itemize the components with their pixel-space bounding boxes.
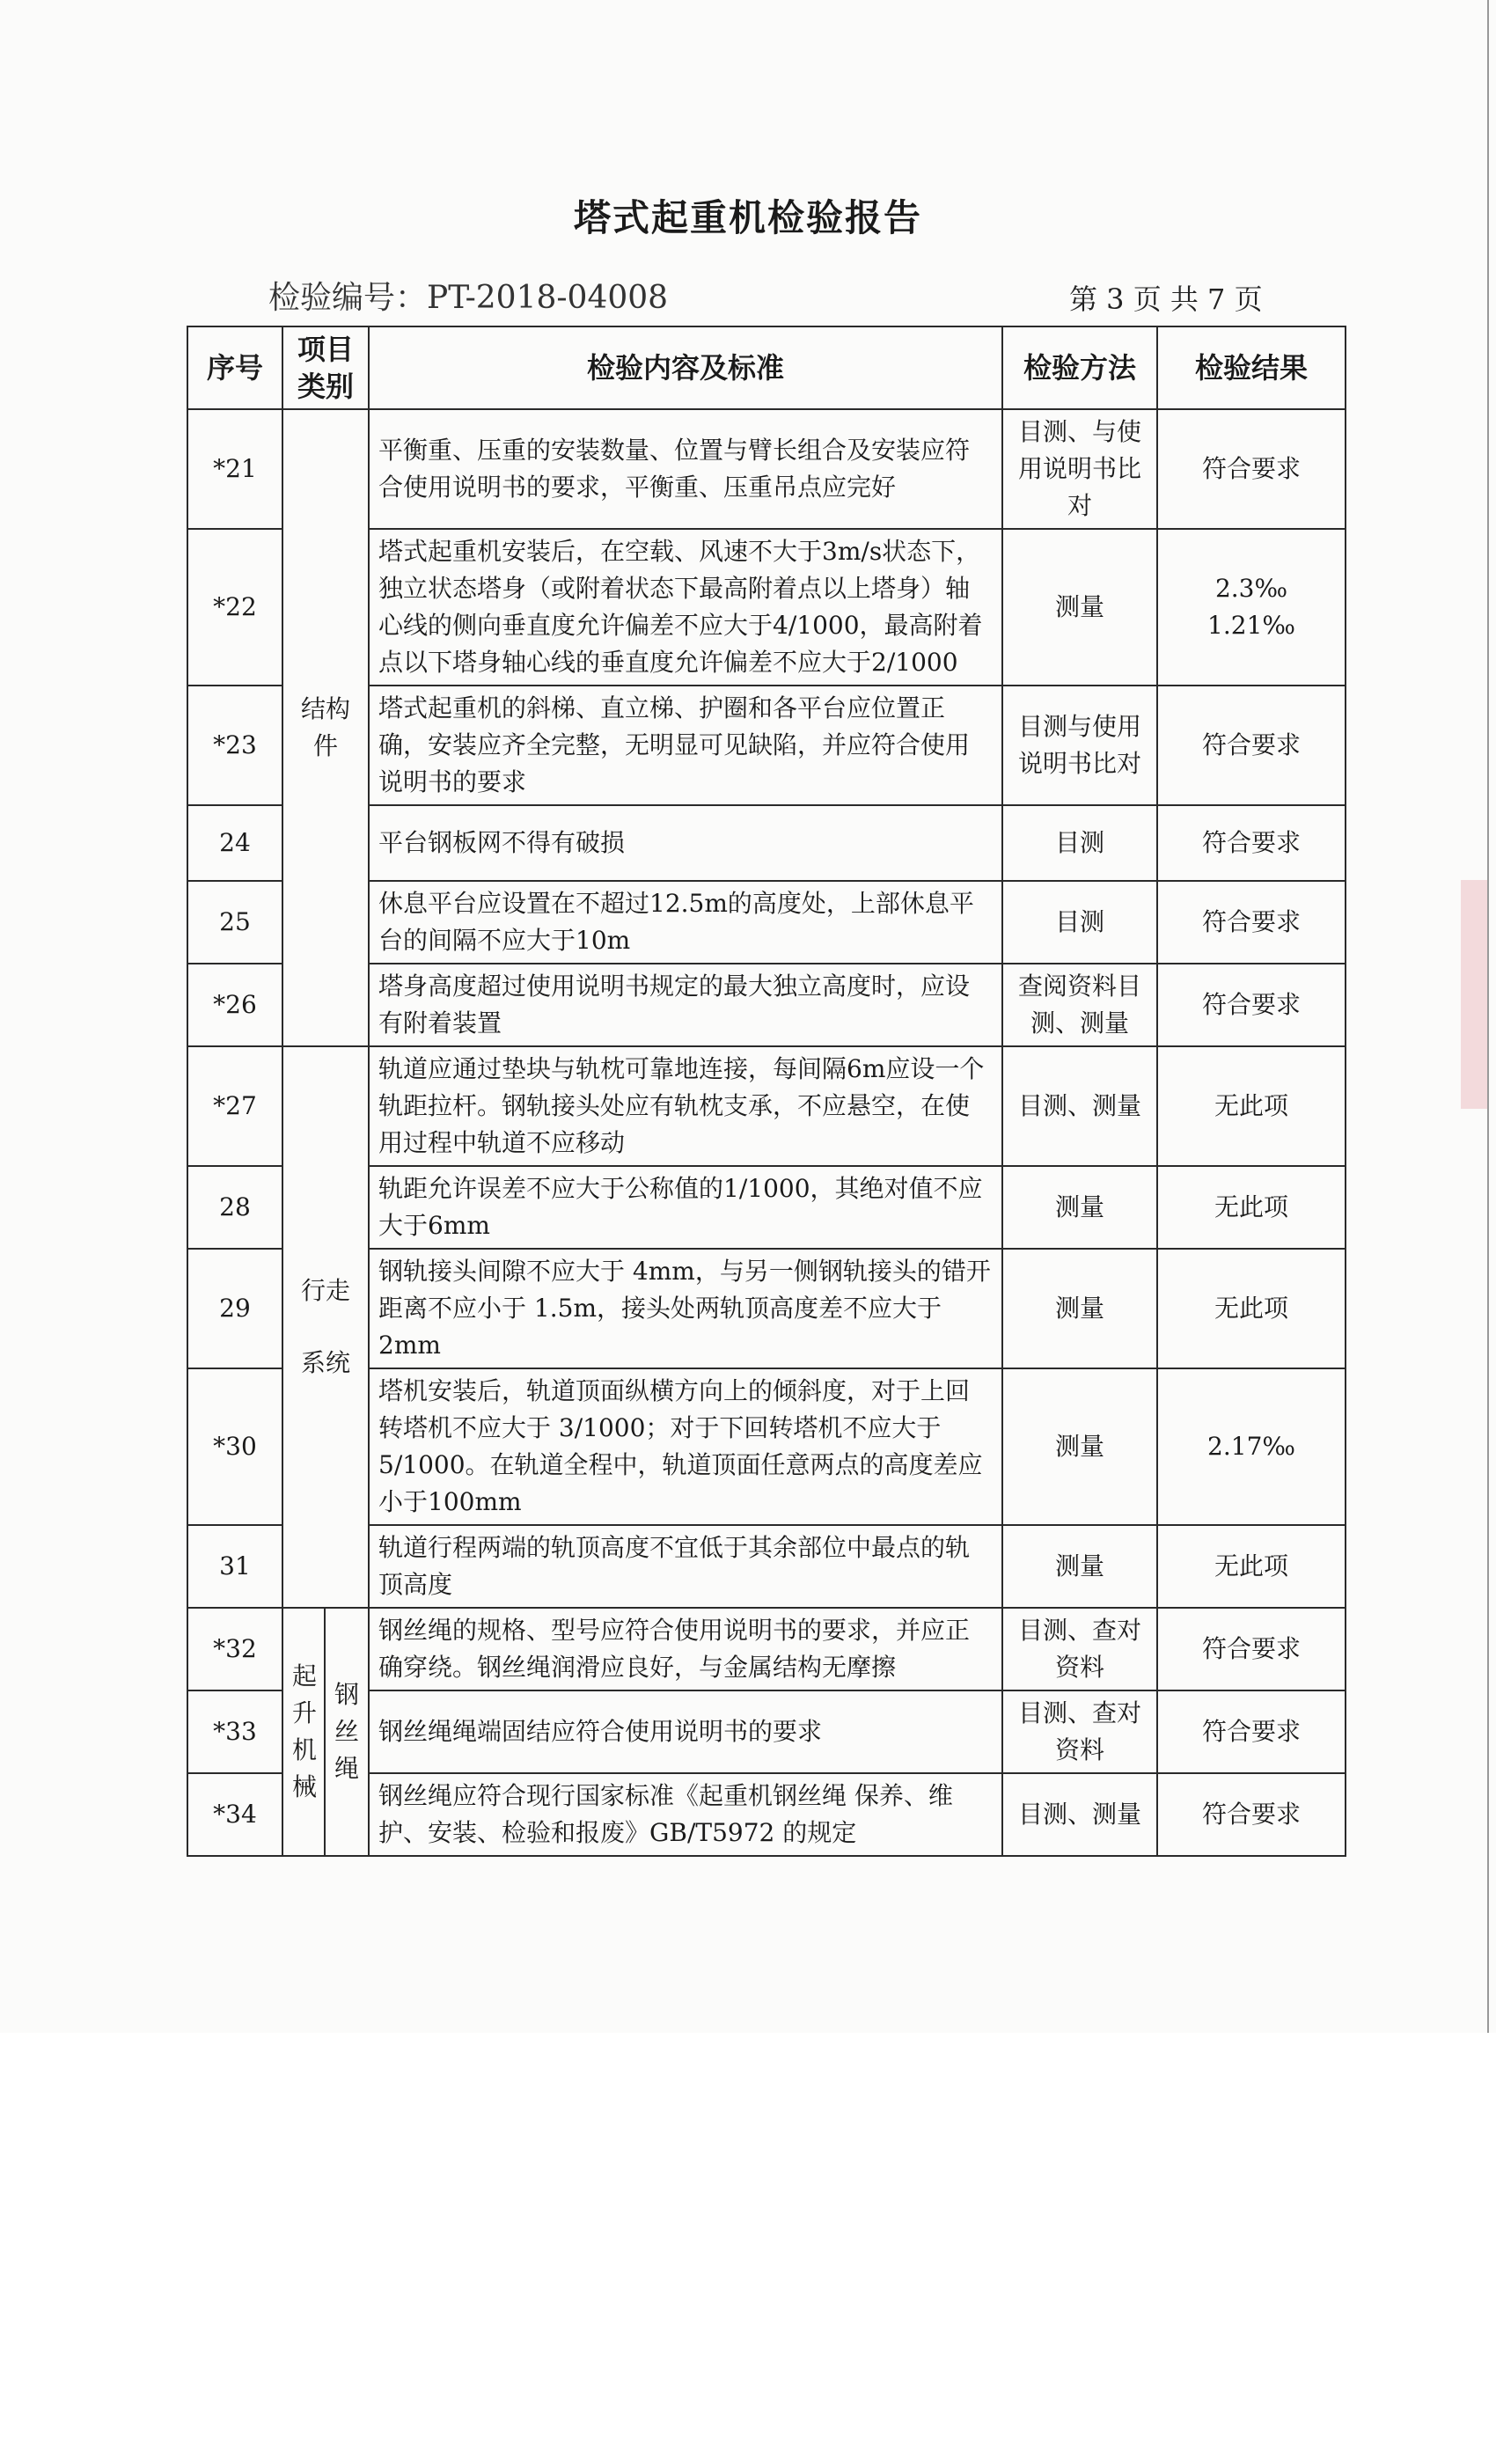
row-result [1157, 529, 1346, 686]
row-no: 28 [187, 1166, 282, 1249]
group-travel-line1: 行走 [301, 1276, 351, 1305]
row-content: 塔式起重机的斜梯、直立梯、护圈和各平台应位置正确，安装应齐全完整，无明显可见缺陷，并应符合使用说明书的要求 [369, 686, 1002, 805]
row-no: 29 [187, 1249, 282, 1368]
header-content: 检验内容及标准 [369, 326, 1002, 409]
row-no: 25 [187, 881, 282, 964]
row-result: 符合要求 [1157, 1608, 1346, 1690]
header-result: 检验结果 [1157, 326, 1346, 409]
row-result: 无此项 [1157, 1249, 1346, 1368]
row-method: 目测、测量 [1002, 1773, 1157, 1856]
row-content: 塔式起重机安装后，在空载、风速不大于3m/s状态下，独立状态塔身（或附着状态下最高附着点以上塔身）轴心线的侧向垂直度允许偏差不应大于4/1000，最高附着点以下塔身轴心线的垂直度允许偏差不应大于2/1000 [369, 529, 1002, 686]
row-result: 无此项 [1157, 1166, 1346, 1249]
row-content: 轨距允许误差不应大于公称值的1/1000，其绝对值不应大于6mm [369, 1166, 1002, 1249]
page-edge [1487, 0, 1489, 2033]
row-method: 测量 [1002, 1249, 1157, 1368]
row-method: 查阅资料目测、测量 [1002, 964, 1157, 1046]
row-method: 目测、查对资料 [1002, 1690, 1157, 1773]
result-value-1: 2.3‰ [1214, 574, 1288, 603]
row-result: 符合要求 [1157, 409, 1346, 529]
row-no: *27 [187, 1046, 282, 1166]
group-hoist-text: 起升机械 [292, 1661, 318, 1801]
row-content: 休息平台应设置在不超过12.5m的高度处，上部休息平台的间隔不应大于10m [369, 881, 1002, 964]
row-content: 平台钢板网不得有破损 [369, 805, 1002, 881]
row-content: 平衡重、压重的安装数量、位置与臂长组合及安装应符合使用说明书的要求，平衡重、压重吊点应完好 [369, 409, 1002, 529]
row-method: 目测、与使用说明书比对 [1002, 409, 1157, 529]
group-wire-rope [325, 1608, 369, 1856]
row-no: *33 [187, 1690, 282, 1773]
row-method: 目测、测量 [1002, 1046, 1157, 1166]
header-method: 检验方法 [1002, 326, 1157, 409]
row-method: 测量 [1002, 1525, 1157, 1608]
table-header-row [187, 326, 1346, 409]
report-title: 塔式起重机检验报告 [573, 196, 922, 239]
row-content: 轨道应通过垫块与轨枕可靠地连接，每间隔6m应设一个轨距拉杆。钢轨接头处应有轨枕支承，不应悬空，在使用过程中轨道不应移动 [369, 1046, 1002, 1166]
page-info: 第 3 页 共 7 页 [1069, 282, 1263, 316]
row-content: 轨道行程两端的轨顶高度不宜低于其余部位中最点的轨顶高度 [369, 1525, 1002, 1608]
row-result: 符合要求 [1157, 1773, 1346, 1856]
row-no: *30 [187, 1368, 282, 1525]
row-no: *26 [187, 964, 282, 1046]
row-result: 符合要求 [1157, 805, 1346, 881]
report-number: 检验编号：PT-2018-04008 [268, 280, 669, 316]
row-method: 测量 [1002, 1368, 1157, 1525]
row-result: 符合要求 [1157, 964, 1346, 1046]
result-value-2: 1.21‰ [1207, 611, 1295, 640]
stamp-mark [1461, 880, 1487, 1109]
row-method: 测量 [1002, 529, 1157, 686]
row-method: 目测与使用说明书比对 [1002, 686, 1157, 805]
row-result: 无此项 [1157, 1046, 1346, 1166]
group-structural: 结构件 [282, 409, 369, 1046]
inspection-table [187, 326, 1346, 1857]
row-result: 符合要求 [1157, 1690, 1346, 1773]
row-method: 目测、查对资料 [1002, 1608, 1157, 1690]
row-no: *32 [187, 1608, 282, 1690]
row-method: 目测 [1002, 805, 1157, 881]
row-no: *23 [187, 686, 282, 805]
group-hoist-mechanism [282, 1608, 325, 1856]
row-result: 符合要求 [1157, 686, 1346, 805]
row-method: 目测 [1002, 881, 1157, 964]
header-category: 项目类别 [282, 326, 369, 409]
row-content: 钢丝绳应符合现行国家标准《起重机钢丝绳 保养、维护、安装、检验和报废》GB/T5972 的规定 [369, 1773, 1002, 1856]
table-row [187, 409, 1346, 529]
row-no: *22 [187, 529, 282, 686]
row-result: 符合要求 [1157, 881, 1346, 964]
row-content: 塔身高度超过使用说明书规定的最大独立高度时，应设有附着装置 [369, 964, 1002, 1046]
row-no: 24 [187, 805, 282, 881]
table-row [187, 1046, 1346, 1166]
row-no: 31 [187, 1525, 282, 1608]
row-result: 2.17‰ [1157, 1368, 1346, 1525]
row-method: 测量 [1002, 1166, 1157, 1249]
row-content: 钢丝绳绳端固结应符合使用说明书的要求 [369, 1690, 1002, 1773]
table-row [187, 1608, 1346, 1690]
group-wire-rope-text: 钢丝绳 [334, 1680, 360, 1783]
row-no: *21 [187, 409, 282, 529]
group-travel-line2: 系统 [301, 1348, 351, 1377]
header-seq: 序号 [187, 326, 282, 409]
row-content: 塔机安装后，轨道顶面纵横方向上的倾斜度，对于上回转塔机不应大于 3/1000；对于下回转塔机不应大于5/1000。在轨道全程中，轨道顶面任意两点的高度差应小于100mm [369, 1368, 1002, 1525]
group-travel-system [282, 1046, 369, 1608]
row-no: *34 [187, 1773, 282, 1856]
row-result: 无此项 [1157, 1525, 1346, 1608]
row-content: 钢丝绳的规格、型号应符合使用说明书的要求，并应正确穿绕。钢丝绳润滑应良好，与金属结构无摩擦 [369, 1608, 1002, 1690]
row-content: 钢轨接头间隙不应大于 4mm，与另一侧钢轨接头的错开距离不应小于 1.5m，接头处两轨顶高度差不应大于2mm [369, 1249, 1002, 1368]
